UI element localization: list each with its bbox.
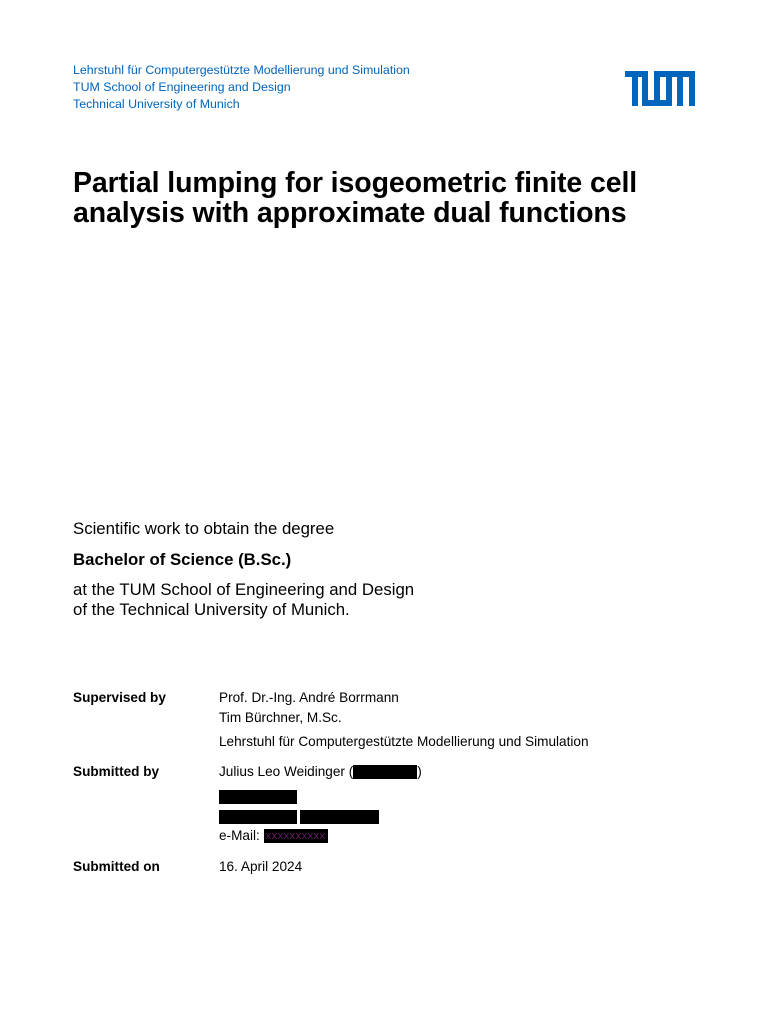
redacted-id (353, 765, 417, 779)
supervisor-chair: Lehrstuhl für Computergestützte Modellierung und Simulation (219, 734, 589, 749)
redacted-address-line-2a (219, 810, 297, 824)
redacted-address-line-1 (219, 790, 297, 804)
redacted-address-line-2b (300, 810, 379, 824)
chair-name: Lehrstuhl für Computergestützte Modellierung und Simulation (73, 63, 410, 77)
degree-school-line-1: at the TUM School of Engineering and Design (73, 580, 415, 599)
submission-date: 16. April 2024 (219, 859, 303, 874)
university-name: Technical University of Munich (73, 97, 240, 111)
school-name: TUM School of Engineering and Design (73, 80, 291, 94)
degree-school-line-2: of the Technical University of Munich. (73, 600, 350, 619)
author-name: Julius Leo Weidinger ( (219, 764, 354, 779)
degree-name: Bachelor of Science (B.Sc.) (73, 550, 292, 569)
degree-intro: Scientific work to obtain the degree (73, 519, 335, 538)
tum-logo (625, 71, 695, 106)
email-label: e-Mail: (219, 828, 260, 843)
email-line (219, 826, 328, 846)
institution-header (73, 62, 410, 113)
author-name-close: ) (417, 764, 422, 779)
redacted-email: xxxxxxxxxx (265, 830, 326, 843)
degree-statement (73, 519, 414, 620)
supervised-label: Supervised by (73, 690, 166, 705)
title-line-2: analysis with approximate dual functions (73, 197, 627, 229)
submitted-on-label: Submitted on (73, 859, 160, 874)
title-line-1: Partial lumping for isogeometric finite cell (73, 167, 638, 199)
submitted-by-label: Submitted by (73, 764, 160, 779)
supervisor-2: Tim Bürchner, M.Sc. (219, 710, 342, 725)
thesis-title (73, 168, 733, 228)
author-line (219, 762, 422, 782)
supervisor-1: Prof. Dr.-Ing. André Borrmann (219, 690, 399, 705)
